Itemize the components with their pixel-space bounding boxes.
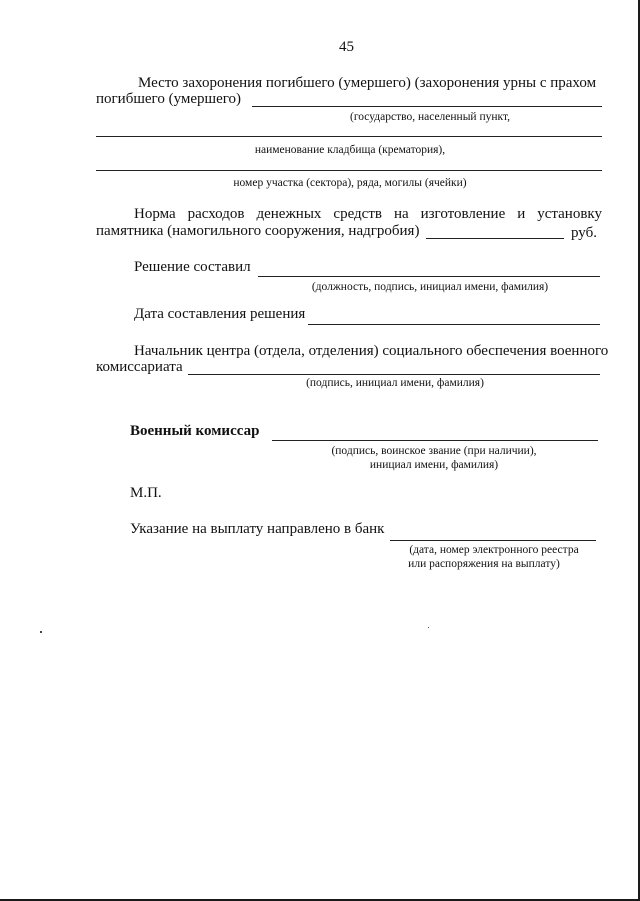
burial-place-label-line2: погибшего (умершего) <box>96 91 242 107</box>
bank-caption-line1: (дата, номер электронного реестра <box>409 544 579 556</box>
page-number: 45 <box>339 39 354 55</box>
decision-author-caption: (должность, подпись, инициал имени, фамилия) <box>311 281 549 293</box>
decision-author-label: Решение составил <box>134 259 251 275</box>
expense-word: и <box>517 206 526 222</box>
expense-word: установку <box>537 206 602 222</box>
decision-date-field[interactable] <box>308 324 600 325</box>
expense-word: денежных <box>256 206 322 222</box>
commissar-caption-line2: инициал имени, фамилия) <box>369 459 499 471</box>
expense-word: на <box>393 206 409 222</box>
chief-label-line2: комиссариата <box>96 359 183 375</box>
chief-label-line1: Начальник центра (отдела, отделения) социального обеспечения военного <box>134 343 609 359</box>
scan-speck <box>40 631 42 633</box>
bank-instruction-label: Указание на выплату направлено в банк <box>130 521 385 537</box>
plot-caption: номер участка (сектора), ряда, могилы (ячейки) <box>233 177 467 189</box>
stamp-place-label: М.П. <box>130 485 162 501</box>
expense-norm-line1 <box>134 205 602 223</box>
burial-place-field[interactable] <box>252 106 602 107</box>
decision-author-field[interactable] <box>258 276 600 277</box>
cemetery-field[interactable] <box>96 136 602 137</box>
expense-word: Норма <box>134 206 176 222</box>
plot-field[interactable] <box>96 170 602 171</box>
bank-caption-line2: или распоряжения на выплату) <box>408 558 560 570</box>
bank-instruction-field[interactable] <box>390 540 596 541</box>
burial-place-label-line1: Место захоронения погибшего (умершего) (захоронения урны с прахом <box>138 75 597 91</box>
expense-word: расходов <box>187 206 245 222</box>
burial-place-caption: (государство, населенный пункт, <box>349 111 510 123</box>
chief-signature-caption: (подпись, инициал имени, фамилия) <box>306 377 484 389</box>
scan-speck <box>428 627 429 628</box>
cemetery-caption: наименование кладбища (крематория), <box>254 144 446 156</box>
commissar-signature-field[interactable] <box>272 440 598 441</box>
expense-amount-field[interactable] <box>426 238 564 239</box>
decision-date-label: Дата составления решения <box>134 306 306 322</box>
expense-word: средств <box>333 206 382 222</box>
commissar-label: Военный комиссар <box>130 423 260 439</box>
expense-norm-line2: памятника (намогильного сооружения, надгробия) <box>96 223 420 239</box>
chief-signature-field[interactable] <box>188 374 600 375</box>
expense-word: изготовление <box>420 206 506 222</box>
commissar-caption-line1: (подпись, воинское звание (при наличии), <box>331 445 537 457</box>
currency-label: руб. <box>571 225 597 241</box>
